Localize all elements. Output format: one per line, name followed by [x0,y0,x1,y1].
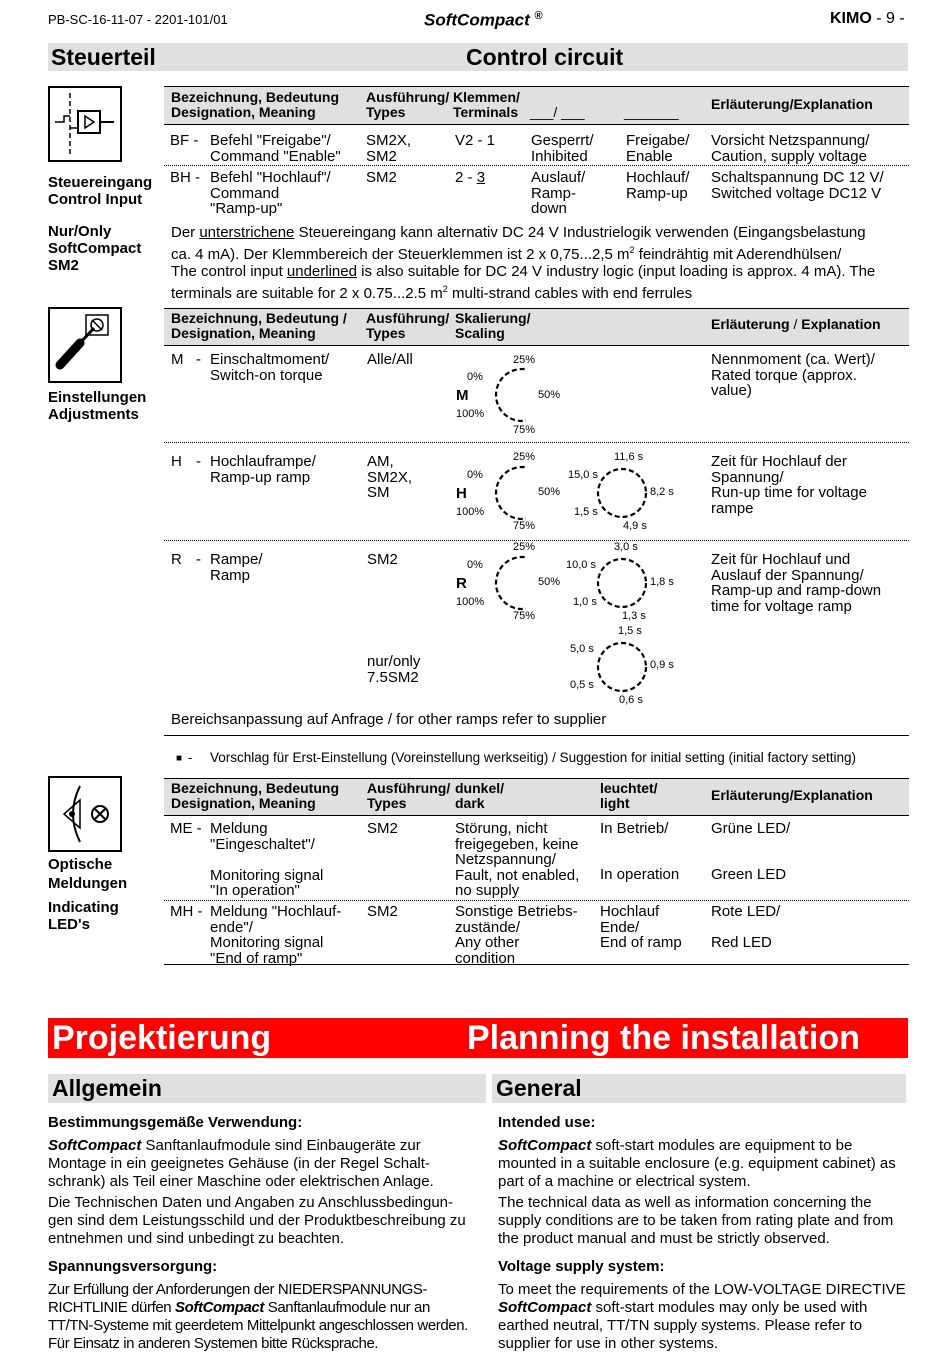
row-term-bf: V2 - 1 [455,132,496,149]
note-line [171,242,875,264]
row-divider [164,165,909,166]
cell-line: Vorsicht Netzspannung/ [711,132,870,149]
dial-m-torque[interactable] [450,352,570,437]
dial-label: 0,6 s [619,694,643,706]
side-label: Einstellungen [48,389,147,406]
dial-letter: M [456,387,469,404]
cell-line: Command "Enable" [210,147,341,165]
dial-label: 50% [538,576,561,588]
row-code-bh: BH - [170,169,200,186]
note-line [171,263,875,281]
hdr-line: Types [366,104,406,120]
cell-line: Nennmoment (ca. Wert)/ [711,351,875,368]
right-heading-intended: Intended use: [498,1114,596,1131]
side-label: Optische [48,856,113,873]
row-expl-bh [711,170,884,201]
dial-label: 0,9 s [650,659,674,671]
cell-line: freigegeben, keine [455,835,579,853]
left-para-3 [48,1281,478,1353]
hdr-line: Types [367,795,407,811]
cell-line: SM2 [366,147,397,165]
hdr-line: dunkel/ [455,780,505,796]
cell-line: time for voltage ramp [711,597,852,615]
cell-line: Ende/ [600,918,640,936]
row-types-m: Alle/All [367,351,413,368]
planning-title-de: Projektierung [52,1019,272,1057]
cell-line: Meldung [210,820,268,837]
bullet-dash: - [188,750,193,765]
cell-line: Freigabe/ [626,132,690,149]
dial-label: 5,0 s [570,643,594,655]
note-line [171,281,875,303]
row-expl-r [711,552,881,614]
row-desc-mh [210,904,341,966]
cell-line: Befehl "Freigabe"/ [210,132,331,149]
row-desc-bf [210,133,341,164]
cell-line: Störung, nicht [455,820,548,837]
dial-knob [594,464,650,524]
hdr-line: Skalierung/ [455,310,531,326]
txt: Sanftanlaufmodule sind Einbaugeräte zur Montage in ein geeignetes Gehäuse (in der Regel Schalt-schrank) als Teil einer Maschine oder elektrischen Anlage. [48,1137,434,1190]
hdr-line: Designation, Meaning [171,104,316,120]
dial-h-time[interactable] [566,450,681,535]
row-desc-bh [210,170,331,217]
t1-h-blank1: ___/ ___ [530,104,585,120]
cell-line: Befehl "Hochlauf"/ [210,169,331,186]
general-title-de: Allgemein [52,1075,162,1101]
row-types-bh: SM2 [366,169,397,186]
hdr-line: Designation, Meaning [171,795,316,811]
t2-h-types [366,311,449,341]
row-dash: - [196,351,201,368]
row-c2-bf [626,133,689,164]
txt: feindrähtig mit Aderendhülsen/ [634,245,842,263]
side-label: SM2 [48,257,79,274]
row-code-m: M [171,351,184,368]
cell-line: SM2X, [366,132,412,149]
page-number [830,10,905,28]
row-types-me: SM2 [367,820,398,837]
row-types-h [367,454,412,501]
row-expl-bf [711,133,869,164]
row-types-only [367,654,420,685]
dial-letter: H [456,485,467,502]
dial-knob [492,464,526,524]
dial-label: 25% [513,451,536,463]
cell-line: Fault, not enabled, [455,866,580,884]
superscript: 2 [629,244,635,255]
row-types-r: SM2 [367,551,398,568]
t3-h-types [367,781,450,811]
dial-label: 100% [456,596,485,608]
left-heading-supply: Spannungsversorgung: [48,1258,218,1275]
txt: Steuereingang kann alternativ DC 24 V Industrielogik verwenden (Eingangsbelastung [294,224,866,241]
cell-line: value) [711,382,752,399]
cell-line: Hochlauframpe/ [210,453,316,470]
right-para-3 [498,1281,906,1353]
dial-label: 25% [513,541,536,553]
hdr-line: dark [455,795,485,811]
planning-title-en: Planning the installation [467,1019,860,1057]
cell-line: Ramp-up ramp [210,468,311,486]
dial-label: 75% [513,520,536,532]
cell-line: Zeit für Hochlauf der [711,453,847,470]
cell-line: ende"/ [210,918,253,936]
cell-line: Monitoring signal [210,866,324,884]
dial-label: 75% [513,424,536,436]
row-code-bf: BF - [170,132,199,149]
row-dark-mh [455,904,578,966]
cell-line: Hochlauf/ [626,169,690,186]
cell-line: zustände/ [455,918,521,936]
dial-label: 1,8 s [650,576,674,588]
brand-inline: SoftCompact [175,1299,264,1316]
row-dash: - [196,453,201,470]
dial-label: 50% [538,486,561,498]
control-input-icon [48,86,122,162]
brand-inline: SoftCompact [498,1299,592,1316]
brand-title [424,10,543,31]
left-para-2: Die Technischen Daten und Angaben zu Anschlussbedingun-gen sind dem Leistungsschild und der Produktbeschreibung zu entnehmen und sind unbedingt zu beachten. [48,1194,466,1247]
section-control-circuit [48,43,908,71]
dial-label: 1,3 s [622,610,646,622]
txt: multi-strand cables with end ferrules [447,284,693,302]
side-label: SoftCompact [48,240,142,257]
kimo-label: KIMO [830,10,872,27]
cell-line: "Eingeschaltet"/ [210,835,315,853]
hdr-line: light [600,795,630,811]
square-bullet-icon: ■ [176,753,183,764]
hdr-line: Bezeichnung, Bedeutung [171,780,339,796]
side-indicating [48,899,119,933]
dial-label: 11,6 s [614,451,644,463]
row-desc-h [210,454,316,485]
t1-h-expl: Erläuterung/Explanation [711,96,873,112]
hdr-line: Designation, Meaning [171,325,316,341]
side-control-input [48,174,152,208]
cell-line: Switched voltage DC12 V [711,184,882,202]
side-label: Control Input [48,191,143,208]
t3-h-desig [171,781,339,811]
cell-line: SM2X, [367,468,413,486]
dial-label: 0% [467,469,483,481]
screwdriver-icon [48,307,122,383]
hdr-line: Bezeichnung, Bedeutung / [171,310,347,326]
eye-led-icon [48,776,122,852]
row-desc-me [210,821,323,899]
cell-line: down [531,200,567,217]
term-a: 2 - [455,169,477,186]
txt: Sanftanlaufmodule nur an TT/TN-Systeme mit geerdetem Mittelpunkt angeschlossen werden. Für Einsatz in anderen Systemen bitte Rücksprache. [48,1299,468,1352]
right-para-1 [498,1137,906,1191]
side-label: Adjustments [48,406,139,423]
cell-line: Ramp-up [626,184,688,202]
brand-inline: SoftCompact [498,1137,592,1154]
dial-label: 75% [513,610,536,622]
cell-line: "End of ramp" [210,949,303,967]
hdr-line: Ausführung/ [367,780,451,796]
cell-line: Inhibited [531,147,588,165]
row-expl-mh-en: Red LED [711,934,772,951]
side-label: LED's [48,916,90,933]
control-input-note [171,224,875,302]
hdr-line: Klemmen/ [453,89,520,105]
row-divider [164,442,909,443]
left-para-1 [48,1137,478,1191]
cell-line: Auslauf der Spannung/ [711,566,864,584]
cell-line: condition [455,949,516,967]
side-only-sm2 [48,223,141,274]
general-header [48,1074,906,1103]
row-expl-mh-de: Rote LED/ [711,903,781,920]
term-b-underlined: 3 [476,169,486,186]
cell-line: SM [367,484,390,501]
dial-label: 1,5 s [618,625,642,637]
t2-h-scal [455,311,530,341]
t2-h-expl [711,317,881,332]
hdr-sep: / [789,316,802,332]
row-expl-h [711,454,867,516]
cell-line: Meldung "Hochlauf- [210,903,342,920]
txt-underlined: unterstrichene [199,224,295,241]
t3-h-light [600,781,658,811]
dial-label: 3,0 s [614,541,638,553]
general-title-en: General [496,1075,582,1101]
side-label: Indicating [48,899,119,916]
cell-line [210,852,323,868]
left-heading-intended: Bestimmungsgemäße Verwendung: [48,1114,303,1131]
cell-line: Auslauf/ [531,169,586,186]
row-light-mh [600,904,682,951]
dial-label: 50% [538,389,561,401]
side-adjustments [48,389,146,423]
txt: terminals are suitable for 2 x 0.75...2.5 m [171,284,443,302]
cell-line: Zeit für Hochlauf und [711,551,851,568]
cell-line: Rated torque (approx. [711,366,857,384]
t2-h-desig [171,311,347,341]
cell-line: Ramp-up and ramp-down [711,582,882,599]
cell-line: Schaltspannung DC 12 V/ [711,169,884,186]
cell-line: Ramp [210,566,251,584]
row-types-mh: SM2 [367,903,398,920]
cell-line: no supply [455,882,520,899]
cell-line: Any other [455,934,520,951]
brand-inline: SoftCompact [48,1137,142,1154]
hdr-part: Explanation [801,316,881,332]
cell-line: Gesperrt/ [531,132,594,149]
cell-line: End of ramp [600,934,682,951]
hdr-line: Bezeichnung, Bedeutung [171,89,339,105]
dial-knob [594,638,650,698]
doc-id: PB-SC-16-11-07 - 2201-101/01 [48,12,228,27]
cell-line: Caution, supply voltage [711,147,867,165]
cell-line: Hochlauf [600,903,660,920]
dial-knob [594,554,650,614]
cell-line: 7.5SM2 [367,668,419,686]
row-light-me-en: In operation [600,866,680,883]
row-code-mh: MH - [170,903,203,920]
row-code-r: R [171,551,182,568]
brand-name: SoftCompact [424,10,530,30]
t1-h-types [366,90,449,120]
dial-label: 1,5 s [574,506,598,518]
superscript: 2 [442,283,448,294]
dial-knob [492,366,526,426]
t1-h-term [453,90,520,120]
row-expl-m [711,352,875,399]
txt: is also suitable for DC 24 V industry logic (input loading is approx. 4 mA). The [356,263,876,280]
dial-label: 100% [456,408,485,420]
cell-line: "In operation" [210,882,300,899]
row-types-bf [366,133,411,164]
row-c1-bf [531,133,594,164]
hdr-part: Erläuterung [711,316,790,332]
dial-label: 1,0 s [573,596,597,608]
cell-line: Command [210,184,280,202]
page-num: - 9 - [871,10,905,27]
dial-r-percent[interactable] [450,540,570,625]
cell-line: Einschaltmoment/ [210,351,330,368]
txt: Zur Erfüllung der Anforderungen der NIEDERSPANNUNGS-RICHTLINIE dürfen [48,1281,428,1316]
cell-line: Switch-on torque [210,366,323,384]
right-heading-supply: Voltage supply system: [498,1258,665,1275]
row-expl-me-de: Grüne LED/ [711,820,791,837]
row-desc-m [210,352,329,383]
row-c1-bh [531,170,585,217]
cell-line: Ramp- [531,184,577,202]
side-label: Steuereingang [48,174,153,191]
txt: Der [171,224,200,241]
row-expl-me-en: Green LED [711,866,787,883]
row-code-me: ME - [170,820,202,837]
row-term-bh [455,170,485,186]
side-label: Meldungen [48,875,128,892]
txt-underlined: underlined [286,263,357,280]
dial-label: 100% [456,506,485,518]
dial-h-percent[interactable] [450,450,570,535]
section-title-en: Control circuit [466,44,624,70]
hdr-line: Scaling [455,325,505,341]
cell-line: Sonstige Betriebs- [455,903,578,920]
dial-letter: R [456,575,467,592]
dial-label: 15,0 s [568,469,598,481]
dial-label: 0% [467,559,483,571]
row-desc-r [210,552,263,583]
txt: ca. 4 mA). Der Klemmbereich der Steuerklemmen ist 2 x 0,75...2,5 m [171,245,630,263]
table2-bottom-rule [164,735,909,736]
dial-label: 25% [513,354,536,366]
row-dark-me [455,821,579,899]
cell-line: Rampe/ [210,551,263,568]
side-label: Nur/Only [48,223,112,240]
cell-line: Netzspannung/ [455,851,556,868]
planning-banner [48,1018,908,1058]
hdr-line: Types [366,325,406,341]
row-dash: - [196,551,201,568]
table3-bottom-rule [164,964,909,965]
note-line [171,224,875,242]
hdr-line: Ausführung/ [366,310,450,326]
dial-label: 8,2 s [650,486,674,498]
cell-line: AM, [367,453,394,470]
row-c2-bh [626,170,689,201]
section-title-de: Steuerteil [51,44,156,70]
dial-label: 10,0 s [566,559,596,571]
side-optic [48,856,127,892]
t3-h-expl: Erläuterung/Explanation [711,787,873,803]
row-divider [164,900,909,901]
dial-label: 4,9 s [623,520,647,532]
cell-line: rampe [711,499,754,517]
dial-label: 0% [467,371,483,383]
dial-label: 0,5 s [570,679,594,691]
row-code-h: H [171,453,182,470]
cell-line: Spannung/ [711,468,784,486]
cell-line: nur/only [367,653,421,670]
txt: soft-start modules may only be used with earthed neutral, TT/TN supply systems. Please refer to supplier for use in other systems. [498,1299,868,1352]
txt: soft-start modules are equipment to be mounted in a suitable enclosure (e.g. equipment cabinet) as part of a machine or electrical system. [498,1137,896,1190]
cell-line: Run-up time for voltage [711,484,867,501]
t1-h-desig [171,90,339,120]
cell-line: Enable [626,147,673,165]
registered-mark: ® [534,10,543,22]
t1-h-blank2: _______ [624,104,679,120]
suggestion-text: Vorschlag für Erst-Einstellung (Voreinstellung werkseitig) / Suggestion for initial setting (initial factory setting) [210,750,857,765]
dial-knob [492,554,526,614]
right-para-2: The technical data as well as information concerning the supply conditions are to be taken from rating plate and from the product manual and must be strictly observed. [498,1194,894,1247]
dial-75sm2-time[interactable] [566,624,681,709]
txt: To meet the requirements of the LOW-VOLTAGE DIRECTIVE [498,1281,906,1298]
cell-line: Monitoring signal [210,934,324,951]
txt: The control input [171,263,287,280]
hdr-line: Terminals [453,104,519,120]
range-note: Bereichsanpassung auf Anfrage / for other ramps refer to supplier [171,711,607,728]
hdr-line: leuchtet/ [600,780,658,796]
cell-line: "Ramp-up" [210,200,283,217]
row-light-me-de: In Betrieb/ [600,820,669,837]
t3-h-dark [455,781,504,811]
hdr-line: Ausführung/ [366,89,450,105]
dial-r-time[interactable] [566,540,681,625]
